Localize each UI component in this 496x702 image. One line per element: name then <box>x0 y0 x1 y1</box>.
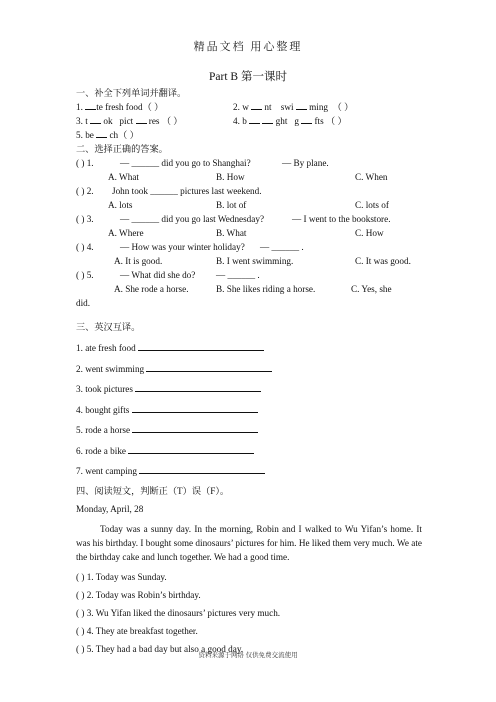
s3-item-4: 4. bought gifts <box>76 400 422 421</box>
section1-heading: 一、补全下列单词并翻译。 <box>76 88 187 98</box>
section3-heading: 三、英汉互译。 <box>76 322 141 332</box>
s1-item-5: 5. be ch（ ） <box>76 130 139 140</box>
s2-q1-options: A. What B. How C. When <box>108 172 388 182</box>
s2-q3: ( ) 3. — ______ did you go last Wednesday? — I went to the bookstore. <box>76 214 391 224</box>
s2-q3-options: A. Where B. What C. How <box>108 228 384 238</box>
s1-row-2 <box>76 114 422 128</box>
s1-item-3: 3. t ok pict res （ ） <box>76 116 183 126</box>
s2-q1: ( ) 1. — ______ did you go to Shanghai? — By plane. <box>76 158 329 168</box>
tf-statement-4: ( ) 4. They ate breakfast together. <box>76 625 198 636</box>
s3-item-7: 7. went camping <box>76 461 422 482</box>
tf-statement-3: ( ) 3. Wu Yifan liked the dinosaurs’ pictures very much. <box>76 607 281 618</box>
section2-heading: 二、选择正确的答案。 <box>76 144 168 154</box>
s2-q2-options: A. lots B. lot of C. lots of <box>108 200 389 210</box>
passage-date: Monday, April, 28 <box>76 503 144 514</box>
s3-item-6: 6. rode a bike <box>76 441 422 462</box>
tf-statement-1: ( ) 1. Today was Sunday. <box>76 571 167 582</box>
s1-item-2: 2. w nt swi ming （ ） <box>233 102 354 112</box>
s1-item-4: 4. b ght g fts （ ） <box>233 116 347 126</box>
s3-item-2: 2. went swimming <box>76 359 422 380</box>
s1-row-3 <box>76 128 422 142</box>
s2-q2: ( ) 2. John took ______ pictures last weekend. <box>76 186 262 196</box>
tf-statement-2: ( ) 2. Today was Robin’s birthday. <box>76 589 201 600</box>
page-header: 精品文档 用心整理 <box>193 41 303 53</box>
s3-item-5: 5. rode a horse <box>76 420 422 441</box>
section4-heading: 四、阅读短文，判断正（T）误（F）。 <box>76 485 230 496</box>
page-footer: 资料来源于网络 仅供免费交流使用 <box>198 652 298 659</box>
s2-q5-options: A. She rode a horse. B. She likes riding a horse. C. Yes, she <box>114 284 392 294</box>
reading-passage: Today was a sunny day. In the morning, Robin and I walked to Wu Yifan’s home. It was his birthday. I bought some dinosaurs’ pictures for him. He liked them very much. We ate the birthday cake and lunch together. We had a good time. <box>76 523 422 562</box>
tf-statement-5: ( ) 5. They had a bad day but also a good day. <box>76 643 244 654</box>
s2-q5: ( ) 5. — What did she do? — ______ . <box>76 270 260 280</box>
s3-item-1: 1. ate fresh food <box>76 338 422 359</box>
s2-q4: ( ) 4. — How was your winter holiday? — ______ . <box>76 242 304 252</box>
s2-q4-options: A. It is good. B. I went swimming. C. It was good. <box>114 256 411 266</box>
worksheet-content <box>76 86 422 658</box>
s2-q5-continuation: did. <box>76 298 91 308</box>
s1-row-1 <box>76 100 422 114</box>
page-title: Part B 第一课时 <box>209 71 287 83</box>
s3-item-3: 3. took pictures <box>76 379 422 400</box>
s1-item-1: 1. te fresh food（ ） <box>76 102 164 112</box>
